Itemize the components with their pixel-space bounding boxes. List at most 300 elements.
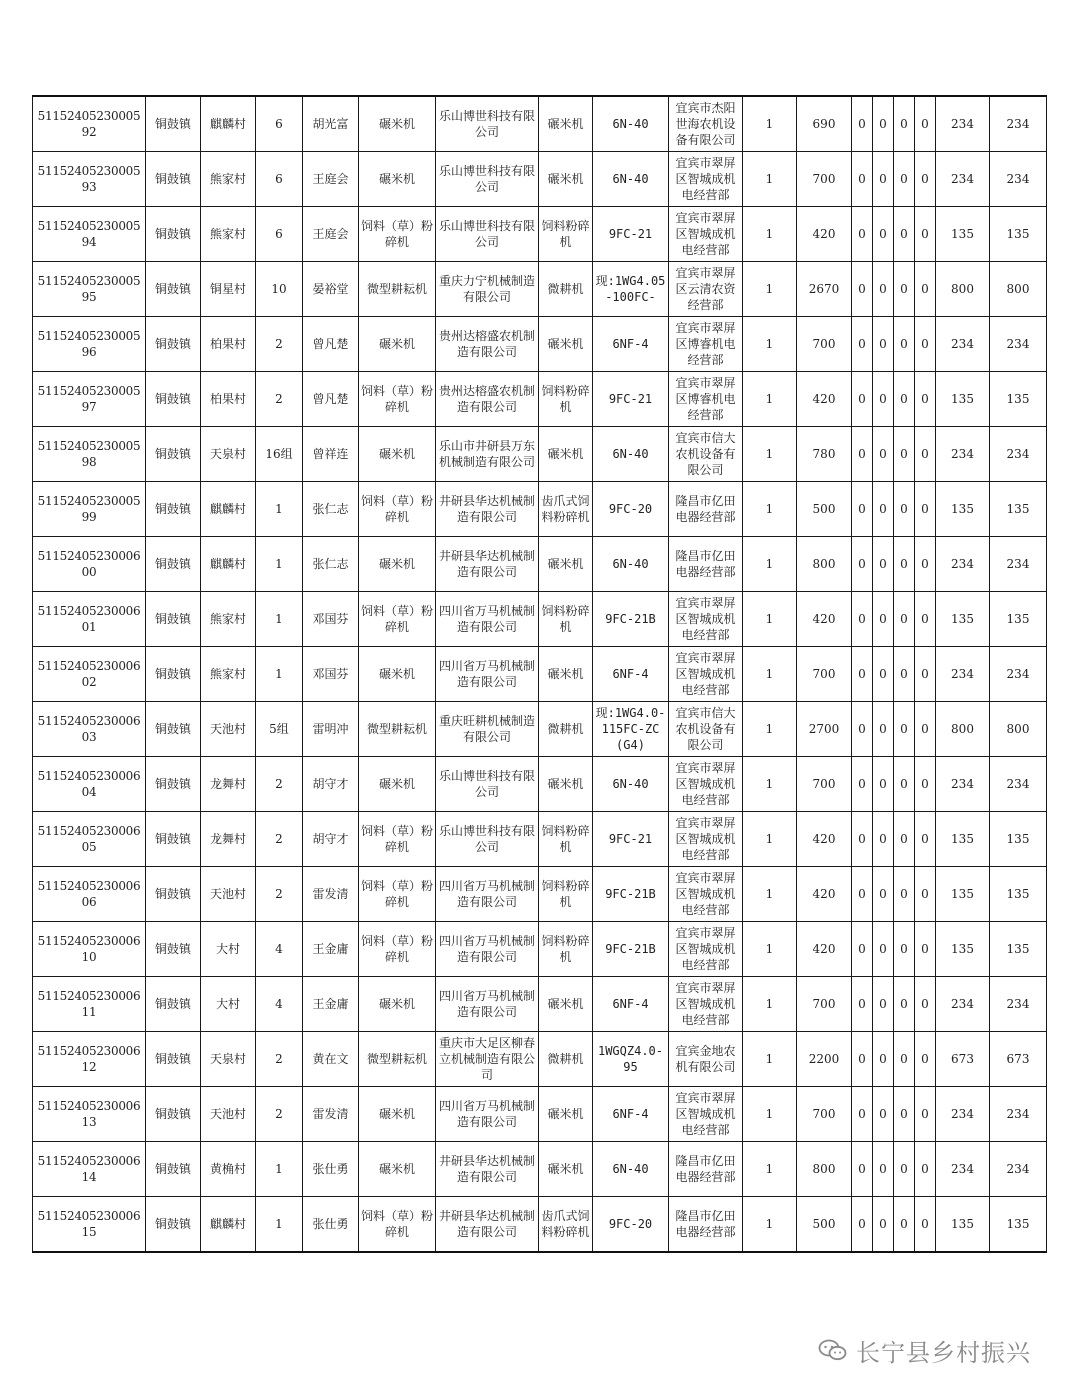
- cell-record-id: 5115240523000605: [33, 812, 146, 867]
- cell-subsidy-amount: 673: [936, 1032, 990, 1087]
- cell-farmer-name: 王金庸: [303, 977, 359, 1032]
- cell-record-id: 5115240523000602: [33, 647, 146, 702]
- cell-product-name: 饲料粉碎机: [539, 922, 593, 977]
- cell-record-id: 5115240523000594: [33, 207, 146, 262]
- cell-village: 大村: [201, 922, 256, 977]
- cell-model: 9FC-21B: [593, 592, 669, 647]
- cell-manufacturer: 井研县华达机械制造有限公司: [436, 1197, 539, 1253]
- table-row: [33, 427, 1047, 482]
- cell-group: 1: [256, 1142, 303, 1197]
- cell-dealer: 宜宾市翠屏区博睿机电经营部: [669, 372, 743, 427]
- cell-quantity: 1: [743, 1087, 797, 1142]
- cell-group: 2: [256, 317, 303, 372]
- cell-manufacturer: 乐山博世科技有限公司: [436, 152, 539, 207]
- cell-product-name: 碾米机: [539, 317, 593, 372]
- cell-zero-a: 0: [852, 702, 873, 757]
- cell-farmer-name: 张仁志: [303, 482, 359, 537]
- cell-town: 铜鼓镇: [146, 977, 201, 1032]
- cell-subsidy-total: 234: [990, 537, 1047, 592]
- cell-record-id: 5115240523000592: [33, 96, 146, 152]
- cell-model: 6NF-4: [593, 647, 669, 702]
- cell-zero-c: 0: [894, 1142, 915, 1197]
- cell-model: 6NF-4: [593, 317, 669, 372]
- cell-model: 现:1WG4.0-115FC-ZC(G4): [593, 702, 669, 757]
- cell-record-id: 5115240523000613: [33, 1087, 146, 1142]
- account-watermark: [818, 1333, 1031, 1367]
- cell-quantity: 1: [743, 592, 797, 647]
- table-row: [33, 1197, 1047, 1253]
- cell-group: 4: [256, 922, 303, 977]
- cell-dealer: 隆昌市亿田电器经营部: [669, 482, 743, 537]
- cell-farmer-name: 曾祥连: [303, 427, 359, 482]
- cell-subsidy-total: 234: [990, 1087, 1047, 1142]
- cell-zero-d: 0: [915, 592, 936, 647]
- cell-zero-c: 0: [894, 1087, 915, 1142]
- cell-manufacturer: 四川省万马机械制造有限公司: [436, 1087, 539, 1142]
- cell-zero-b: 0: [873, 317, 894, 372]
- table-row: [33, 152, 1047, 207]
- cell-town: 铜鼓镇: [146, 1197, 201, 1253]
- cell-machine-category: 碾米机: [359, 757, 436, 812]
- cell-dealer: 宜宾市翠屏区智城成机电经营部: [669, 647, 743, 702]
- table-row: [33, 922, 1047, 977]
- cell-zero-b: 0: [873, 482, 894, 537]
- cell-model: 9FC-20: [593, 482, 669, 537]
- cell-village: 龙舞村: [201, 812, 256, 867]
- cell-manufacturer: 重庆旺耕机械制造有限公司: [436, 702, 539, 757]
- cell-subsidy-amount: 135: [936, 372, 990, 427]
- cell-quantity: 1: [743, 1032, 797, 1087]
- cell-sale-price: 780: [797, 427, 852, 482]
- cell-subsidy-total: 234: [990, 1142, 1047, 1197]
- cell-zero-a: 0: [852, 1197, 873, 1253]
- wechat-icon: [818, 1338, 848, 1362]
- cell-sale-price: 420: [797, 922, 852, 977]
- cell-dealer: 宜宾市翠屏区智城成机电经营部: [669, 867, 743, 922]
- cell-zero-d: 0: [915, 1197, 936, 1253]
- cell-machine-category: 微型耕耘机: [359, 262, 436, 317]
- cell-subsidy-amount: 135: [936, 592, 990, 647]
- cell-quantity: 1: [743, 867, 797, 922]
- cell-manufacturer: 乐山博世科技有限公司: [436, 96, 539, 152]
- cell-town: 铜鼓镇: [146, 867, 201, 922]
- cell-farmer-name: 张仕勇: [303, 1197, 359, 1253]
- table-row: [33, 1087, 1047, 1142]
- cell-subsidy-amount: 135: [936, 867, 990, 922]
- cell-product-name: 齿爪式饲料粉碎机: [539, 1197, 593, 1253]
- cell-group: 4: [256, 977, 303, 1032]
- cell-town: 铜鼓镇: [146, 1032, 201, 1087]
- cell-farmer-name: 雷发清: [303, 867, 359, 922]
- cell-quantity: 1: [743, 482, 797, 537]
- cell-product-name: 碾米机: [539, 757, 593, 812]
- cell-machine-category: 微型耕耘机: [359, 702, 436, 757]
- cell-quantity: 1: [743, 647, 797, 702]
- cell-subsidy-amount: 234: [936, 427, 990, 482]
- cell-farmer-name: 黄在文: [303, 1032, 359, 1087]
- cell-zero-b: 0: [873, 152, 894, 207]
- table-row: [33, 537, 1047, 592]
- cell-zero-d: 0: [915, 812, 936, 867]
- table-row: [33, 317, 1047, 372]
- cell-zero-d: 0: [915, 372, 936, 427]
- cell-zero-b: 0: [873, 702, 894, 757]
- cell-group: 2: [256, 1087, 303, 1142]
- cell-quantity: 1: [743, 812, 797, 867]
- cell-quantity: 1: [743, 262, 797, 317]
- cell-town: 铜鼓镇: [146, 317, 201, 372]
- cell-subsidy-total: 234: [990, 427, 1047, 482]
- cell-product-name: 饲料粉碎机: [539, 812, 593, 867]
- cell-village: 龙舞村: [201, 757, 256, 812]
- cell-zero-c: 0: [894, 757, 915, 812]
- cell-village: 柏果村: [201, 317, 256, 372]
- cell-farmer-name: 雷发清: [303, 1087, 359, 1142]
- cell-subsidy-total: 234: [990, 757, 1047, 812]
- cell-machine-category: 碾米机: [359, 1142, 436, 1197]
- cell-product-name: 碾米机: [539, 96, 593, 152]
- cell-zero-d: 0: [915, 262, 936, 317]
- cell-group: 6: [256, 207, 303, 262]
- cell-machine-category: 饲料（草）粉碎机: [359, 1197, 436, 1253]
- cell-sale-price: 800: [797, 1142, 852, 1197]
- cell-village: 熊家村: [201, 592, 256, 647]
- cell-record-id: 5115240523000611: [33, 977, 146, 1032]
- cell-town: 铜鼓镇: [146, 207, 201, 262]
- cell-zero-c: 0: [894, 317, 915, 372]
- cell-zero-b: 0: [873, 647, 894, 702]
- cell-record-id: 5115240523000610: [33, 922, 146, 977]
- cell-product-name: 饲料粉碎机: [539, 207, 593, 262]
- cell-zero-c: 0: [894, 812, 915, 867]
- cell-farmer-name: 王庭会: [303, 207, 359, 262]
- cell-record-id: 5115240523000596: [33, 317, 146, 372]
- cell-town: 铜鼓镇: [146, 922, 201, 977]
- cell-zero-d: 0: [915, 152, 936, 207]
- cell-manufacturer: 重庆力宁机械制造有限公司: [436, 262, 539, 317]
- cell-subsidy-total: 800: [990, 702, 1047, 757]
- cell-product-name: 饲料粉碎机: [539, 867, 593, 922]
- cell-town: 铜鼓镇: [146, 1087, 201, 1142]
- cell-dealer: 宜宾市翠屏区智城成机电经营部: [669, 922, 743, 977]
- cell-zero-d: 0: [915, 867, 936, 922]
- cell-quantity: 1: [743, 757, 797, 812]
- cell-quantity: 1: [743, 152, 797, 207]
- cell-dealer: 隆昌市亿田电器经营部: [669, 537, 743, 592]
- cell-zero-c: 0: [894, 647, 915, 702]
- cell-machine-category: 碾米机: [359, 647, 436, 702]
- cell-subsidy-amount: 234: [936, 96, 990, 152]
- cell-subsidy-amount: 800: [936, 262, 990, 317]
- cell-dealer: 宜宾市翠屏区智城成机电经营部: [669, 757, 743, 812]
- cell-farmer-name: 王金庸: [303, 922, 359, 977]
- cell-machine-category: 碾米机: [359, 537, 436, 592]
- cell-manufacturer: 乐山市井研县万东机械制造有限公司: [436, 427, 539, 482]
- cell-subsidy-amount: 234: [936, 757, 990, 812]
- cell-subsidy-amount: 135: [936, 1197, 990, 1253]
- cell-subsidy-total: 234: [990, 96, 1047, 152]
- cell-zero-a: 0: [852, 482, 873, 537]
- cell-subsidy-total: 135: [990, 867, 1047, 922]
- cell-sale-price: 690: [797, 96, 852, 152]
- cell-quantity: 1: [743, 922, 797, 977]
- cell-quantity: 1: [743, 207, 797, 262]
- cell-zero-c: 0: [894, 537, 915, 592]
- cell-town: 铜鼓镇: [146, 262, 201, 317]
- cell-subsidy-total: 135: [990, 812, 1047, 867]
- cell-zero-c: 0: [894, 867, 915, 922]
- cell-record-id: 5115240523000603: [33, 702, 146, 757]
- cell-subsidy-amount: 800: [936, 702, 990, 757]
- cell-sale-price: 420: [797, 372, 852, 427]
- cell-sale-price: 420: [797, 812, 852, 867]
- cell-zero-b: 0: [873, 812, 894, 867]
- cell-record-id: 5115240523000612: [33, 1032, 146, 1087]
- cell-model: 1WGQZ4.0-95: [593, 1032, 669, 1087]
- cell-product-name: 碾米机: [539, 1087, 593, 1142]
- cell-manufacturer: 四川省万马机械制造有限公司: [436, 977, 539, 1032]
- cell-record-id: 5115240523000593: [33, 152, 146, 207]
- cell-village: 柏果村: [201, 372, 256, 427]
- cell-zero-b: 0: [873, 757, 894, 812]
- cell-subsidy-total: 234: [990, 647, 1047, 702]
- cell-product-name: 饲料粉碎机: [539, 592, 593, 647]
- cell-subsidy-total: 135: [990, 482, 1047, 537]
- cell-product-name: 碾米机: [539, 1142, 593, 1197]
- cell-dealer: 宜宾市翠屏区智城成机电经营部: [669, 1087, 743, 1142]
- cell-machine-category: 饲料（草）粉碎机: [359, 922, 436, 977]
- cell-group: 6: [256, 152, 303, 207]
- table-row: [33, 647, 1047, 702]
- cell-subsidy-amount: 234: [936, 1142, 990, 1197]
- cell-product-name: 碾米机: [539, 427, 593, 482]
- cell-group: 2: [256, 757, 303, 812]
- cell-zero-d: 0: [915, 1032, 936, 1087]
- table-body: [33, 96, 1047, 1252]
- cell-sale-price: 700: [797, 647, 852, 702]
- cell-subsidy-total: 673: [990, 1032, 1047, 1087]
- cell-zero-d: 0: [915, 702, 936, 757]
- cell-machine-category: 饲料（草）粉碎机: [359, 867, 436, 922]
- cell-dealer: 宜宾市翠屏区博睿机电经营部: [669, 317, 743, 372]
- cell-dealer: 宜宾市翠屏区云清农资经营部: [669, 262, 743, 317]
- cell-record-id: 5115240523000595: [33, 262, 146, 317]
- cell-machine-category: 饲料（草）粉碎机: [359, 592, 436, 647]
- cell-village: 熊家村: [201, 647, 256, 702]
- cell-dealer: 宜宾市杰阳世海农机设备有限公司: [669, 96, 743, 152]
- cell-farmer-name: 王庭会: [303, 152, 359, 207]
- cell-sale-price: 2700: [797, 702, 852, 757]
- cell-zero-b: 0: [873, 262, 894, 317]
- cell-town: 铜鼓镇: [146, 647, 201, 702]
- cell-farmer-name: 曾凡楚: [303, 317, 359, 372]
- cell-group: 2: [256, 867, 303, 922]
- cell-zero-b: 0: [873, 1142, 894, 1197]
- cell-model: 9FC-20: [593, 1197, 669, 1253]
- cell-manufacturer: 乐山博世科技有限公司: [436, 757, 539, 812]
- cell-zero-c: 0: [894, 152, 915, 207]
- cell-subsidy-total: 234: [990, 152, 1047, 207]
- cell-model: 现:1WG4.05-100FC-: [593, 262, 669, 317]
- cell-group: 6: [256, 96, 303, 152]
- cell-quantity: 1: [743, 702, 797, 757]
- cell-farmer-name: 雷明冲: [303, 702, 359, 757]
- cell-quantity: 1: [743, 427, 797, 482]
- cell-product-name: 碾米机: [539, 152, 593, 207]
- table-row: [33, 592, 1047, 647]
- cell-subsidy-total: 800: [990, 262, 1047, 317]
- cell-subsidy-total: 135: [990, 372, 1047, 427]
- cell-dealer: 隆昌市亿田电器经营部: [669, 1142, 743, 1197]
- cell-record-id: 5115240523000606: [33, 867, 146, 922]
- cell-zero-b: 0: [873, 372, 894, 427]
- cell-dealer: 隆昌市亿田电器经营部: [669, 1197, 743, 1253]
- cell-dealer: 宜宾市翠屏区智城成机电经营部: [669, 207, 743, 262]
- cell-subsidy-total: 234: [990, 317, 1047, 372]
- cell-product-name: 碾米机: [539, 647, 593, 702]
- cell-subsidy-total: 234: [990, 977, 1047, 1032]
- cell-town: 铜鼓镇: [146, 152, 201, 207]
- cell-farmer-name: 胡光富: [303, 96, 359, 152]
- cell-zero-a: 0: [852, 592, 873, 647]
- cell-group: 1: [256, 1197, 303, 1253]
- cell-subsidy-amount: 234: [936, 647, 990, 702]
- cell-model: 6N-40: [593, 96, 669, 152]
- cell-farmer-name: 胡守才: [303, 757, 359, 812]
- cell-product-name: 微耕机: [539, 702, 593, 757]
- cell-machine-category: 饲料（草）粉碎机: [359, 812, 436, 867]
- cell-zero-a: 0: [852, 977, 873, 1032]
- cell-zero-d: 0: [915, 96, 936, 152]
- cell-dealer: 宜宾市翠屏区智城成机电经营部: [669, 977, 743, 1032]
- cell-zero-d: 0: [915, 427, 936, 482]
- cell-sale-price: 700: [797, 1087, 852, 1142]
- table-row: [33, 757, 1047, 812]
- cell-village: 天池村: [201, 867, 256, 922]
- cell-zero-c: 0: [894, 482, 915, 537]
- cell-town: 铜鼓镇: [146, 96, 201, 152]
- cell-sale-price: 420: [797, 207, 852, 262]
- cell-zero-d: 0: [915, 1142, 936, 1197]
- cell-subsidy-amount: 234: [936, 1087, 990, 1142]
- cell-zero-b: 0: [873, 427, 894, 482]
- cell-group: 1: [256, 482, 303, 537]
- cell-dealer: 宜宾市翠屏区智城成机电经营部: [669, 152, 743, 207]
- cell-record-id: 5115240523000615: [33, 1197, 146, 1253]
- cell-product-name: 碾米机: [539, 537, 593, 592]
- cell-village: 麒麟村: [201, 537, 256, 592]
- cell-farmer-name: 张仁志: [303, 537, 359, 592]
- cell-zero-b: 0: [873, 537, 894, 592]
- cell-model: 6N-40: [593, 757, 669, 812]
- cell-machine-category: 碾米机: [359, 977, 436, 1032]
- cell-subsidy-amount: 135: [936, 207, 990, 262]
- cell-quantity: 1: [743, 1142, 797, 1197]
- cell-zero-a: 0: [852, 757, 873, 812]
- cell-group: 1: [256, 592, 303, 647]
- cell-village: 天泉村: [201, 427, 256, 482]
- cell-zero-a: 0: [852, 922, 873, 977]
- cell-zero-b: 0: [873, 1032, 894, 1087]
- cell-sale-price: 500: [797, 1197, 852, 1253]
- cell-model: 6N-40: [593, 427, 669, 482]
- cell-group: 2: [256, 1032, 303, 1087]
- cell-group: 1: [256, 537, 303, 592]
- cell-zero-c: 0: [894, 592, 915, 647]
- cell-machine-category: 碾米机: [359, 427, 436, 482]
- table-row: [33, 207, 1047, 262]
- cell-subsidy-amount: 234: [936, 317, 990, 372]
- cell-quantity: 1: [743, 1197, 797, 1253]
- cell-manufacturer: 四川省万马机械制造有限公司: [436, 647, 539, 702]
- cell-zero-d: 0: [915, 757, 936, 812]
- cell-village: 天泉村: [201, 1032, 256, 1087]
- cell-town: 铜鼓镇: [146, 757, 201, 812]
- cell-machine-category: 饲料（草）粉碎机: [359, 482, 436, 537]
- cell-zero-c: 0: [894, 427, 915, 482]
- cell-subsidy-total: 135: [990, 922, 1047, 977]
- cell-zero-c: 0: [894, 262, 915, 317]
- cell-zero-c: 0: [894, 922, 915, 977]
- table-row: [33, 482, 1047, 537]
- cell-model: 9FC-21: [593, 812, 669, 867]
- subsidy-table: [32, 95, 1047, 1253]
- cell-quantity: 1: [743, 537, 797, 592]
- cell-zero-a: 0: [852, 1032, 873, 1087]
- cell-zero-d: 0: [915, 537, 936, 592]
- cell-quantity: 1: [743, 96, 797, 152]
- cell-product-name: 饲料粉碎机: [539, 372, 593, 427]
- cell-model: 6N-40: [593, 537, 669, 592]
- cell-zero-b: 0: [873, 867, 894, 922]
- cell-manufacturer: 四川省万马机械制造有限公司: [436, 867, 539, 922]
- cell-sale-price: 700: [797, 317, 852, 372]
- cell-product-name: 齿爪式饲料粉碎机: [539, 482, 593, 537]
- cell-sale-price: 700: [797, 977, 852, 1032]
- cell-model: 6N-40: [593, 152, 669, 207]
- cell-machine-category: 微型耕耘机: [359, 1032, 436, 1087]
- cell-sale-price: 2200: [797, 1032, 852, 1087]
- cell-village: 麒麟村: [201, 482, 256, 537]
- cell-zero-c: 0: [894, 977, 915, 1032]
- cell-zero-c: 0: [894, 702, 915, 757]
- cell-town: 铜鼓镇: [146, 592, 201, 647]
- cell-farmer-name: 邓国芬: [303, 592, 359, 647]
- cell-zero-d: 0: [915, 1087, 936, 1142]
- cell-zero-b: 0: [873, 977, 894, 1032]
- cell-zero-a: 0: [852, 207, 873, 262]
- cell-quantity: 1: [743, 317, 797, 372]
- cell-group: 2: [256, 812, 303, 867]
- cell-machine-category: 饲料（草）粉碎机: [359, 207, 436, 262]
- cell-quantity: 1: [743, 372, 797, 427]
- cell-subsidy-amount: 234: [936, 537, 990, 592]
- cell-zero-a: 0: [852, 867, 873, 922]
- cell-town: 铜鼓镇: [146, 702, 201, 757]
- cell-machine-category: 碾米机: [359, 152, 436, 207]
- cell-subsidy-total: 135: [990, 207, 1047, 262]
- watermark-text: 长宁县乡村振兴: [856, 1338, 1031, 1367]
- cell-zero-d: 0: [915, 317, 936, 372]
- cell-town: 铜鼓镇: [146, 812, 201, 867]
- table-row: [33, 262, 1047, 317]
- cell-product-name: 碾米机: [539, 977, 593, 1032]
- cell-sale-price: 500: [797, 482, 852, 537]
- cell-zero-a: 0: [852, 96, 873, 152]
- cell-village: 麒麟村: [201, 96, 256, 152]
- cell-group: 1: [256, 647, 303, 702]
- cell-zero-d: 0: [915, 977, 936, 1032]
